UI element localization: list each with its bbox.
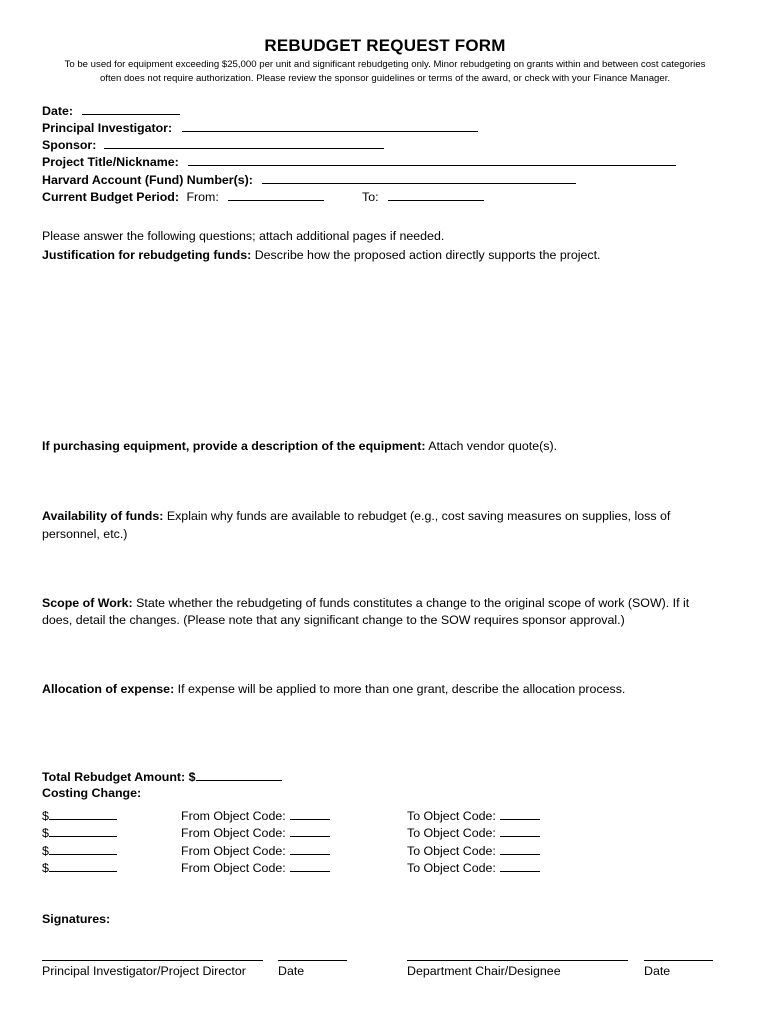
allocation-answer-area[interactable] bbox=[42, 700, 728, 764]
project-field[interactable] bbox=[188, 153, 676, 166]
to-code-field[interactable] bbox=[500, 824, 540, 837]
costing-amount-3 bbox=[42, 842, 117, 858]
scope-text-line-2: does, detail the changes. (Please note that any significant change to the SOW requires sponsor approval.) bbox=[42, 613, 625, 627]
pi-row bbox=[42, 119, 478, 135]
to-code-row-4 bbox=[407, 859, 540, 875]
to-code-label: To Object Code: bbox=[407, 844, 496, 858]
costing-change-label: Costing Change: bbox=[42, 786, 142, 800]
from-code-field[interactable] bbox=[290, 807, 330, 820]
project-row bbox=[42, 153, 676, 169]
from-code-field[interactable] bbox=[290, 859, 330, 872]
amount-field[interactable] bbox=[49, 842, 117, 855]
equipment-answer-area[interactable] bbox=[42, 457, 728, 507]
availability-text-line-2: personnel, etc.) bbox=[42, 527, 128, 541]
project-label: Project Title/Nickname: bbox=[42, 155, 179, 169]
period-row bbox=[42, 188, 324, 204]
justification-answer-area[interactable] bbox=[42, 266, 728, 436]
from-code-label: From Object Code: bbox=[181, 809, 286, 823]
chair-date-caption: Date bbox=[644, 964, 671, 978]
to-code-row-1 bbox=[407, 807, 540, 823]
dollar-sign: $ bbox=[42, 844, 49, 858]
scope-label: Scope of Work: bbox=[42, 596, 133, 610]
justification-question bbox=[42, 248, 600, 262]
amount-field[interactable] bbox=[49, 807, 117, 820]
pi-label: Principal Investigator: bbox=[42, 121, 173, 135]
to-code-label: To Object Code: bbox=[407, 826, 496, 840]
pi-date-caption: Date bbox=[278, 964, 305, 978]
allocation-question bbox=[42, 682, 625, 696]
total-amount-field[interactable] bbox=[196, 768, 282, 781]
dollar-sign: $ bbox=[42, 809, 49, 823]
pi-signature-line[interactable] bbox=[42, 960, 263, 961]
date-label: Date: bbox=[42, 104, 73, 118]
account-row bbox=[42, 171, 576, 187]
sponsor-field[interactable] bbox=[104, 136, 384, 149]
from-code-row-3 bbox=[181, 842, 330, 858]
equipment-text: Attach vendor quote(s). bbox=[428, 439, 558, 453]
from-label: From: bbox=[186, 190, 219, 204]
total-label: Total Rebudget Amount: bbox=[42, 770, 186, 784]
period-label: Current Budget Period: bbox=[42, 190, 179, 204]
dollar-sign: $ bbox=[42, 861, 49, 875]
sponsor-row bbox=[42, 136, 384, 152]
period-to-row bbox=[362, 188, 484, 204]
from-code-label: From Object Code: bbox=[181, 826, 286, 840]
account-field[interactable] bbox=[262, 171, 576, 184]
account-label: Harvard Account (Fund) Number(s): bbox=[42, 173, 253, 187]
chair-signature-line[interactable] bbox=[407, 960, 628, 961]
amount-field[interactable] bbox=[49, 859, 117, 872]
total-dollar: $ bbox=[188, 770, 196, 784]
costing-amount-2 bbox=[42, 824, 117, 840]
chair-signature-caption: Department Chair/Designee bbox=[407, 964, 561, 978]
pi-field[interactable] bbox=[182, 119, 478, 132]
period-to-field[interactable] bbox=[388, 188, 484, 201]
from-code-row-4 bbox=[181, 859, 330, 875]
pi-date-line[interactable] bbox=[278, 960, 347, 961]
to-code-label: To Object Code: bbox=[407, 809, 496, 823]
allocation-label: Allocation of expense: bbox=[42, 682, 175, 696]
to-code-field[interactable] bbox=[500, 859, 540, 872]
allocation-text: If expense will be applied to more than one grant, describe the allocation process. bbox=[177, 682, 626, 696]
equipment-label: If purchasing equipment, provide a description of the equipment: bbox=[42, 439, 426, 453]
availability-answer-area[interactable] bbox=[42, 545, 728, 593]
scope-answer-area[interactable] bbox=[42, 631, 728, 681]
from-code-row-1 bbox=[181, 807, 330, 823]
period-from-field[interactable] bbox=[228, 188, 324, 201]
from-code-field[interactable] bbox=[290, 824, 330, 837]
date-row bbox=[42, 102, 180, 118]
justification-label: Justification for rebudgeting funds: bbox=[42, 248, 252, 262]
from-code-row-2 bbox=[181, 824, 330, 840]
sponsor-label: Sponsor: bbox=[42, 138, 97, 152]
amount-field[interactable] bbox=[49, 824, 117, 837]
form-title: REBUDGET REQUEST FORM bbox=[264, 36, 506, 55]
to-code-row-2 bbox=[407, 824, 540, 840]
dollar-sign: $ bbox=[42, 826, 49, 840]
chair-date-line[interactable] bbox=[644, 960, 713, 961]
to-code-field[interactable] bbox=[500, 807, 540, 820]
to-label: To: bbox=[362, 190, 379, 204]
intro-line-2: often does not require authorization. Please review the sponsor guidelines or terms of the award, or check with your Finance Manager. bbox=[99, 73, 671, 84]
to-code-label: To Object Code: bbox=[407, 861, 496, 875]
from-code-field[interactable] bbox=[290, 842, 330, 855]
costing-amount-4 bbox=[42, 859, 117, 875]
availability-question bbox=[42, 509, 670, 523]
scope-text: State whether the rebudgeting of funds constitutes a change to the original scope of work (SOW). If it bbox=[136, 596, 690, 610]
availability-text: Explain why funds are available to rebudget (e.g., cost saving measures on supplies, loss of bbox=[166, 509, 671, 523]
availability-label: Availability of funds: bbox=[42, 509, 164, 523]
from-code-label: From Object Code: bbox=[181, 861, 286, 875]
intro-line-1: To be used for equipment exceeding $25,000 per unit and significant rebudgeting only. Minor rebudgeting on grants within and between cost categories bbox=[64, 59, 706, 70]
signatures-label: Signatures: bbox=[42, 912, 111, 926]
to-code-field[interactable] bbox=[500, 842, 540, 855]
total-row bbox=[42, 768, 282, 784]
justification-text: Describe how the proposed action directly supports the project. bbox=[254, 248, 601, 262]
from-code-label: From Object Code: bbox=[181, 844, 286, 858]
to-code-row-3 bbox=[407, 842, 540, 858]
scope-question bbox=[42, 596, 689, 610]
instructions: Please answer the following questions; attach additional pages if needed. bbox=[42, 229, 445, 243]
equipment-question bbox=[42, 439, 557, 453]
date-field[interactable] bbox=[82, 102, 180, 115]
costing-amount-1 bbox=[42, 807, 117, 823]
pi-signature-caption: Principal Investigator/Project Director bbox=[42, 964, 246, 978]
